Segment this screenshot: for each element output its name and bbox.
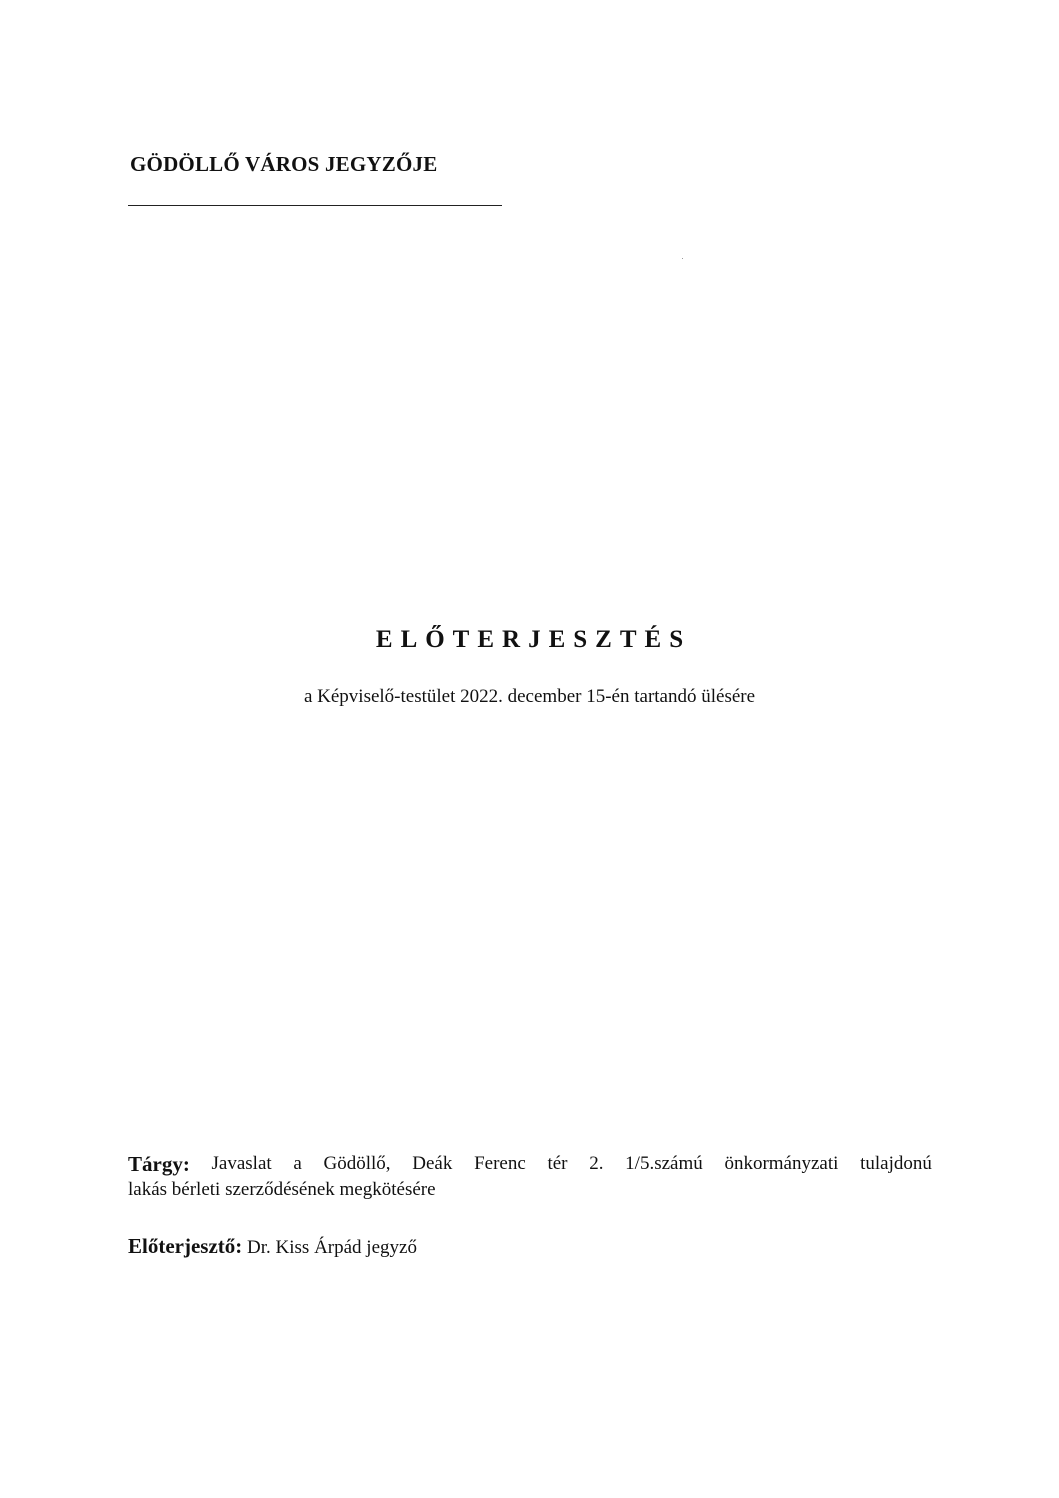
document-title: ELŐTERJESZTÉS [375,626,692,653]
presenter-value: Dr. Kiss Árpád jegyző [247,1237,417,1258]
document-subtitle: a Képviselő-testület 2022. december 15-én tartandó ülésére [303,686,756,707]
subject-line-1 [128,1151,932,1177]
subject-word: Javaslat [211,1153,272,1174]
subject-word: önkormányzati [724,1153,839,1174]
subject-word: Gödöllő, [323,1153,391,1174]
subject-word: tér [547,1153,568,1174]
subject-word: Deák [412,1153,453,1174]
issuer-heading: GÖDÖLLŐ VÁROS JEGYZŐJE [130,152,438,176]
presenter-label: Előterjesztő: [128,1234,243,1258]
subject-word: 2. [589,1153,604,1174]
subject-word: a [293,1153,302,1174]
presenter-line [128,1234,417,1259]
subject-word: Ferenc [474,1153,526,1174]
subject-label: Tárgy: [128,1152,190,1176]
subject-block [128,1151,932,1203]
subject-line-2: lakás bérleti szerződésének megkötésére [128,1179,436,1200]
subject-word: tulajdonú [860,1153,932,1174]
scan-speck [682,258,683,259]
subject-word: 1/5.számú [625,1153,703,1174]
heading-underline [128,205,502,206]
